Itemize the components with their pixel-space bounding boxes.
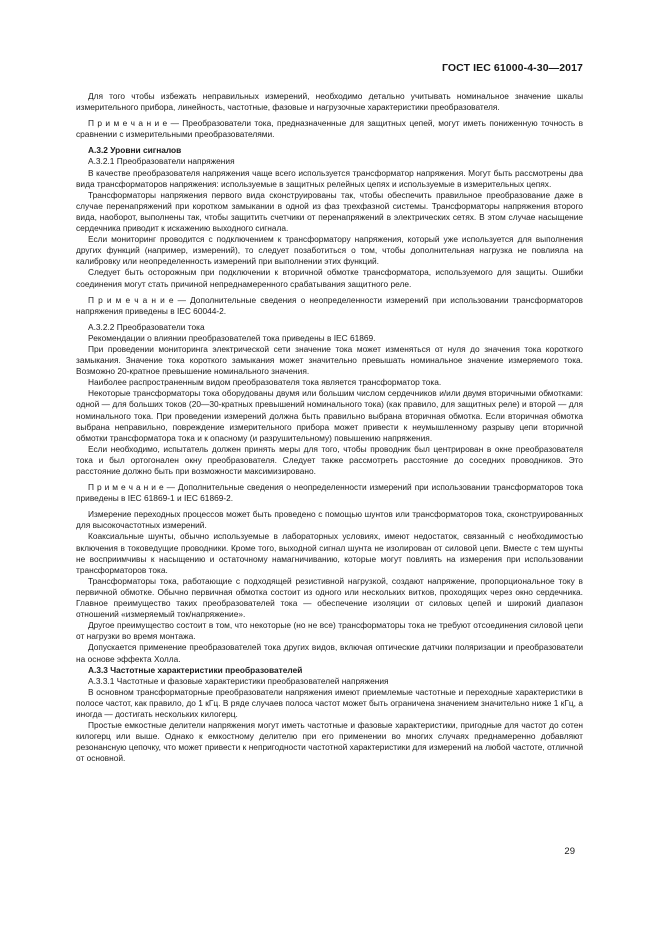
paragraph: В основном трансформаторные преобразователи напряжения имеют приемлемые частотные и переходные характеристики в полосе частот, как правило, до 1 кГц. В ряде случаев полоса частот может быть ограничена значением значительно ниже 1 кГц, а иногда — достигать нескольких килогерц. <box>76 686 583 719</box>
page-number: 29 <box>564 846 575 857</box>
paragraph: Некоторые трансформаторы тока оборудованы двумя или большим числом сердечников и/или двумя вторичными обмотками: одной — для больших токов (20—30-кратных превышений номинального тока) (как правило, для защитных реле) и второй — для номинального тока. При проведении измерений должна быть правильно выбрана вторичная обмотка. Если вторичная обмотка выбрана неправильно, повреждение измерительного прибора может привести к неумышленному разрыву цепи вторичной обмотки трансформатора тока и к опасному (и разрушительному) повышению напряжения. <box>76 388 583 443</box>
paragraph: Трансформаторы тока, работающие с подходящей резистивной нагрузкой, создают напряжение, пропорциональное току в первичной обмотке. Обычно первичная обмотка состоит из одного или нескольких витков, проходящих через окно сердечника. Главное преимущество таких преобразователей тока — обеспечение изоляции от силовых цепей и широкий диапазон отношений «измеряемый ток/напряжение». <box>76 575 583 620</box>
paragraph: Измерение переходных процессов может быть проведено с помощью шунтов или трансформаторов тока, сконструированных для высокочастотных измерений. <box>76 509 583 531</box>
paragraph: Если необходимо, испытатель должен принять меры для того, чтобы проводник был центрирован в окне преобразователя тока и был ортогонален окну преобразователя. Следует также рассмотреть расстояние до соседних проводников. Это расстояние должно быть при возможности максимизировано. <box>76 443 583 476</box>
paragraph: Рекомендации о влиянии преобразователей тока приведены в IEC 61869. <box>88 332 376 343</box>
paragraph: Допускается применение преобразователей тока других видов, включая оптические датчики поляризации и преобразователи на основе эффекта Холла. <box>76 642 583 664</box>
paragraph: В качестве преобразователя напряжения чаще всего используется трансформатор напряжения. Могут быть рассмотрены два вида трансформаторов напряжения: используемые в защитных релейных цепях и используемые в измерительных цепях. <box>76 167 583 189</box>
paragraph: Коаксиальные шунты, обычно используемые в лабораторных условиях, имеют недостаток, связанный с необходимостью включения в токоведущие проводники. Кроме того, выходной сигнал шунта не изолирован от силовой цепи. Вместе с тем шунты не восприимчивы к насыщению и остаточному намагничиванию, которые могут повлиять на измерения при использовании трансформаторов тока. <box>76 531 583 575</box>
paragraph: При проведении мониторинга электрической сети значение тока может изменяться от нуля до значения тока короткого замыкания. Значение тока короткого замыкания может значительно превышать номинальное значение измеряемого тока. Возможно 20-кратное превышение номинального значения. <box>76 343 583 377</box>
paragraph: Простые емкостные делители напряжения могут иметь частотные и фазовые характеристики, пригодные для частот до сотен килогерц или выше. Однако к емкостному делителю при его применении во многих случаях преднамеренно добавляют резонансную цепочку, что может привести к непригодности частотной характеристики для измерений на любой частоте, отличной от основной. <box>76 720 583 764</box>
paragraph: Наиболее распространенным видом преобразователя тока является трансформатор тока. <box>88 377 442 388</box>
document-body <box>76 91 583 764</box>
subsection-heading-a331: А.3.3.1 Частотные и фазовые характеристики преобразователей напряжения <box>88 675 389 686</box>
section-heading-a32: А.3.2 Уровни сигналов <box>88 145 182 156</box>
paragraph: Если мониторинг проводится с подключением к трансформатору напряжения, который уже используется для выполнения других функций (например, измерений), то следует позаботиться о том, чтобы дополнительная нагрузка не повлияла на калибровку или неопределенность измерений при выполнении этих функций. <box>76 234 583 267</box>
note: П р и м е ч а н и е — Преобразователи тока, предназначенные для защитных цепей, могут иметь пониженную точность в сравнении с измерительными преобразователями. <box>76 118 583 140</box>
subsection-heading-a321: А.3.2.1 Преобразователи напряжения <box>88 156 235 167</box>
paragraph: Для того чтобы избежать неправильных измерений, необходимо детально учитывать номинальное значение шкалы измерительного прибора, линейность, частотные, фазовые и нагрузочные характеристики преобразователя. <box>76 91 583 113</box>
note: П р и м е ч а н и е — Дополнительные сведения о неопределенности измерений при использовании трансформаторов напряжения приведены в IEC 60044-2. <box>76 294 583 316</box>
document-header: ГОСТ IEC 61000-4-30—2017 <box>441 62 583 74</box>
section-heading-a33: А.3.3 Частотные характеристики преобразователей <box>88 664 303 675</box>
subsection-heading-a322: А.3.2.2 Преобразователи тока <box>88 321 205 332</box>
paragraph: Трансформаторы напряжения первого вида сконструированы так, чтобы обеспечить правильное преобразование даже в случае перенапряжений при коротком замыкании в одной из фаз трехфазной системы. Трансформаторы напряжения второго вида, наоборот, выполнены так, чтобы защитить счетчики от перенапряжений в электрических сетях. В этом случае насыщение сердечника приводит к искажению выходного сигнала. <box>76 189 583 234</box>
paragraph: Другое преимущество состоит в том, что некоторые (но не все) трансформаторы тока не требуют отсоединения силовой цепи от нагрузки во время монтажа. <box>76 620 583 642</box>
paragraph: Следует быть осторожным при подключении к вторичной обмотке трансформатора, используемого для защиты. Ошибки соединения могут стать причиной непреднамеренного срабатывания защитного реле. <box>76 267 583 289</box>
note: П р и м е ч а н и е — Дополнительные сведения о неопределенности измерений при использовании трансформаторов тока приведены в IEC 61869-1 и IEC 61869-2. <box>76 482 583 504</box>
